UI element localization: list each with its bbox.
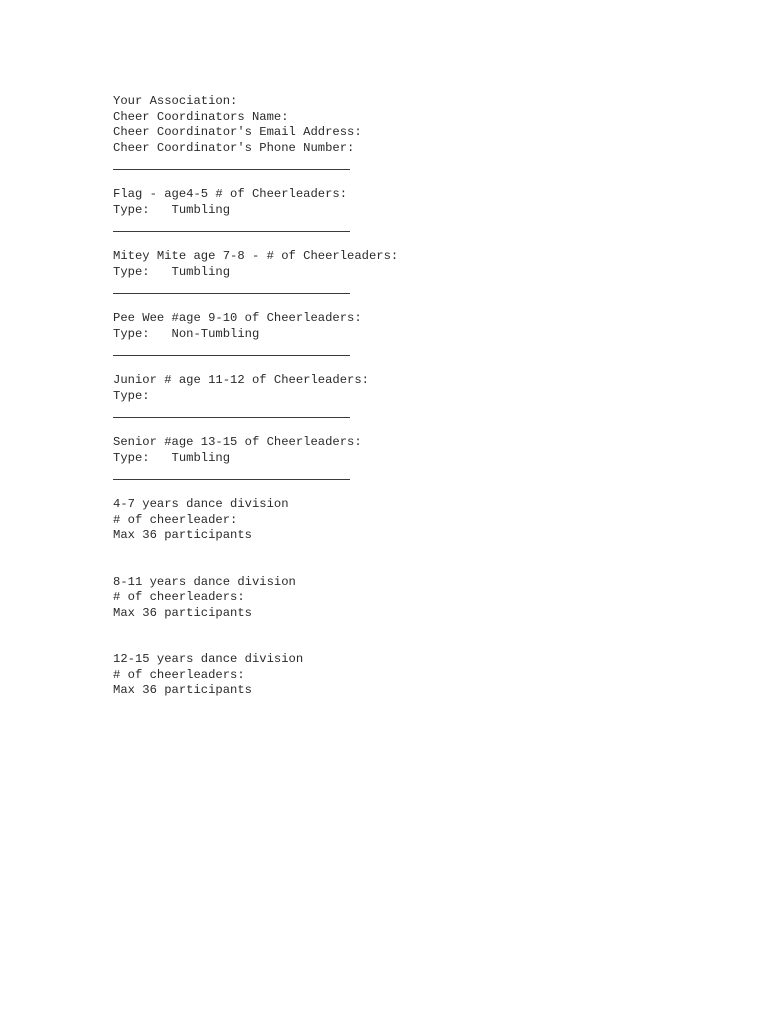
division-mitey-mite-type: Type: Tumbling — [113, 264, 231, 279]
separator-line — [113, 404, 350, 420]
dance-division-8-11-count: # of cheerleaders: — [113, 590, 245, 604]
dance-division-4-7-max: Max 36 participants — [113, 528, 252, 542]
coordinator-name-label: Cheer Coordinators Name: — [113, 109, 289, 124]
spacer — [113, 234, 713, 250]
division-mitey-mite-title: Mitey Mite age 7-8 - # of Cheerleaders: — [113, 249, 399, 263]
separator-line — [113, 280, 350, 296]
registration-form-document — [113, 94, 713, 699]
separator-line — [113, 156, 350, 172]
dance-division-8-11-title: 8-11 years dance division — [113, 574, 296, 589]
division-pee-wee-title: Pee Wee #age 9-10 of Cheerleaders: — [113, 311, 362, 325]
spacer — [113, 544, 713, 575]
dance-division-4-7-count: # of cheerleader: — [113, 512, 238, 527]
dance-division-8-11-max: Max 36 participants — [113, 605, 252, 620]
separator-line — [113, 218, 350, 234]
spacer — [113, 172, 713, 188]
dance-division-12-15-count: # of cheerleaders: — [113, 667, 245, 682]
dance-division-12-15-title: 12-15 years dance division — [113, 652, 304, 666]
association-label: Your Association: — [113, 94, 238, 108]
dance-division-12-15-max: Max 36 participants — [113, 683, 252, 697]
division-senior-type: Type: Tumbling — [113, 450, 231, 465]
division-flag-title: Flag - age4-5 # of Cheerleaders: — [113, 187, 348, 201]
division-pee-wee-type: Type: Non-Tumbling — [113, 326, 260, 341]
division-junior-type: Type: — [113, 388, 150, 403]
spacer — [113, 358, 713, 374]
spacer — [113, 621, 713, 652]
coordinator-phone-label: Cheer Coordinator's Phone Number: — [113, 140, 355, 155]
spacer — [113, 482, 713, 498]
separator-line — [113, 342, 350, 358]
coordinator-email-label: Cheer Coordinator's Email Address: — [113, 125, 362, 139]
division-senior-title: Senior #age 13-15 of Cheerleaders: — [113, 435, 362, 449]
division-flag-type: Type: Tumbling — [113, 202, 231, 217]
separator-line — [113, 466, 350, 482]
spacer — [113, 296, 713, 312]
spacer — [113, 420, 713, 436]
dance-division-4-7-title: 4-7 years dance division — [113, 497, 289, 511]
division-junior-title: Junior # age 11-12 of Cheerleaders: — [113, 373, 369, 387]
